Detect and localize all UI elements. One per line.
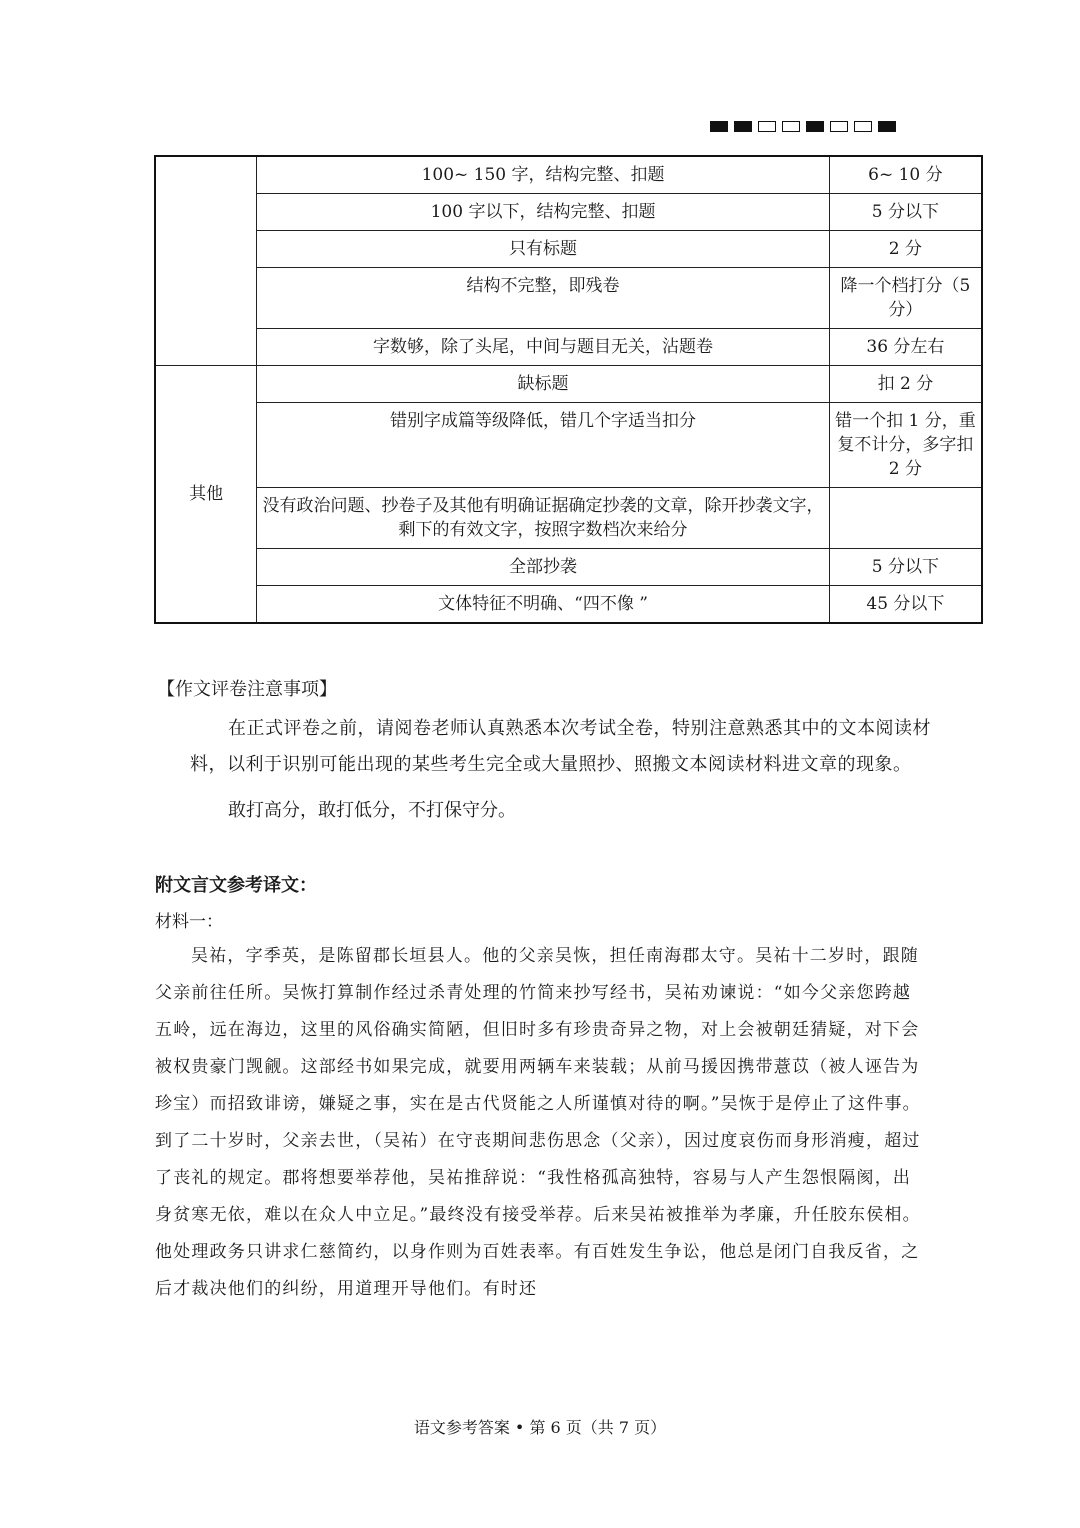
mark-empty	[758, 121, 776, 132]
criterion-cell: 错别字成篇等级降低，错几个字适当扣分	[257, 403, 830, 488]
criterion-cell: 100 字以下，结构完整、扣题	[257, 194, 830, 231]
criterion-cell: 文体特征不明确、“四不像 ”	[257, 586, 830, 624]
criterion-cell: 全部抄袭	[257, 549, 830, 586]
table-row	[155, 549, 982, 586]
appendix-title: 附文言文参考译文：	[155, 875, 317, 896]
criterion-cell: 缺标题	[257, 366, 830, 403]
table-row	[155, 366, 982, 403]
criterion-cell: 只有标题	[257, 231, 830, 268]
mark-empty	[782, 121, 800, 132]
category-cell: 其他	[155, 366, 257, 624]
table-row	[155, 488, 982, 549]
criterion-cell: 结构不完整，即残卷	[257, 268, 830, 329]
table-row	[155, 403, 982, 488]
score-cell: 5 分以下	[829, 194, 982, 231]
score-cell: 45 分以下	[829, 586, 982, 624]
scoring-table	[154, 155, 983, 624]
mark-empty	[830, 121, 848, 132]
score-cell: 36 分左右	[829, 329, 982, 366]
score-cell: 降一个档打分（5分）	[829, 268, 982, 329]
page-footer: 语文参考答案 • 第 6 页（共 7 页）	[413, 1418, 667, 1437]
score-cell: 错一个扣 1 分，重复不计分，多字扣 2 分	[829, 403, 982, 488]
table-row	[155, 231, 982, 268]
score-cell: 扣 2 分	[829, 366, 982, 403]
header-marks	[710, 121, 896, 132]
table-row	[155, 156, 982, 194]
table-row	[155, 586, 982, 624]
score-cell: 2 分	[829, 231, 982, 268]
mark-filled	[710, 121, 728, 132]
mark-filled	[878, 121, 896, 132]
mark-filled	[806, 121, 824, 132]
mark-empty	[854, 121, 872, 132]
criterion-cell: 没有政治问题、抄卷子及其他有明确证据确定抄袭的文章，除开抄袭文字，剩下的有效文字，按照字数档次来给分	[257, 488, 830, 549]
score-cell: 5 分以下	[829, 549, 982, 586]
table-row	[155, 194, 982, 231]
translation-text: 吴祐，字季英，是陈留郡长垣县人。他的父亲吴恢，担任南海郡太守。吴祐十二岁时，跟随父亲前往任所。吴恢打算制作经过杀青处理的竹简来抄写经书，吴祐劝谏说：“如今父亲您跨越五岭，远在海边，这里的风俗确实简陋，但旧时多有珍贵奇异之物，对上会被朝廷猜疑，对下会被权贵豪门觊觎。这部经书如果完成，就要用两辆车来装载；从前马援因携带薏苡（被人诬告为珍宝）而招致诽谤，嫌疑之事，实在是古代贤能之人所谨慎对待的啊。”吴恢于是停止了这件事。到了二十岁时，父亲去世，（吴祐）在守丧期间悲伤思念（父亲），因过度哀伤而身形消瘦，超过了丧礼的规定。郡将想要举荐他，吴祐推辞说：“我性格孤高独特，容易与人产生怨恨隔阂，出身贫寒无依，难以在众人中立足。”最终没有接受举荐。后来吴祐被推举为孝廉，升任胶东侯相。他处理政务只讲求仁慈简约，以身作则为百姓表率。有百姓发生争讼，他总是闭门自我反省，之后才裁决他们的纠纷，用道理开导他们。有时还	[155, 946, 921, 1299]
mark-filled	[734, 121, 752, 132]
criterion-cell: 100~ 150 字，结构完整、扣题	[257, 156, 830, 194]
notes-paragraph: 在正式评卷之前，请阅卷老师认真熟悉本次考试全卷，特别注意熟悉其中的文本阅读材料，以利于识别可能出现的某些考生完全或大量照抄、照搬文本阅读材料进文章的现象。	[190, 718, 931, 775]
category-cell	[155, 156, 257, 366]
notes-paragraph: 敢打高分，敢打低分，不打保守分。	[228, 800, 516, 821]
criterion-cell: 字数够，除了头尾，中间与题目无关，沾题卷	[257, 329, 830, 366]
material-label: 材料一：	[155, 912, 223, 932]
notes-heading: 【作文评卷注意事项】	[157, 679, 337, 700]
table-row	[155, 268, 982, 329]
score-cell	[829, 488, 982, 549]
table-row	[155, 329, 982, 366]
score-cell: 6~ 10 分	[829, 156, 982, 194]
